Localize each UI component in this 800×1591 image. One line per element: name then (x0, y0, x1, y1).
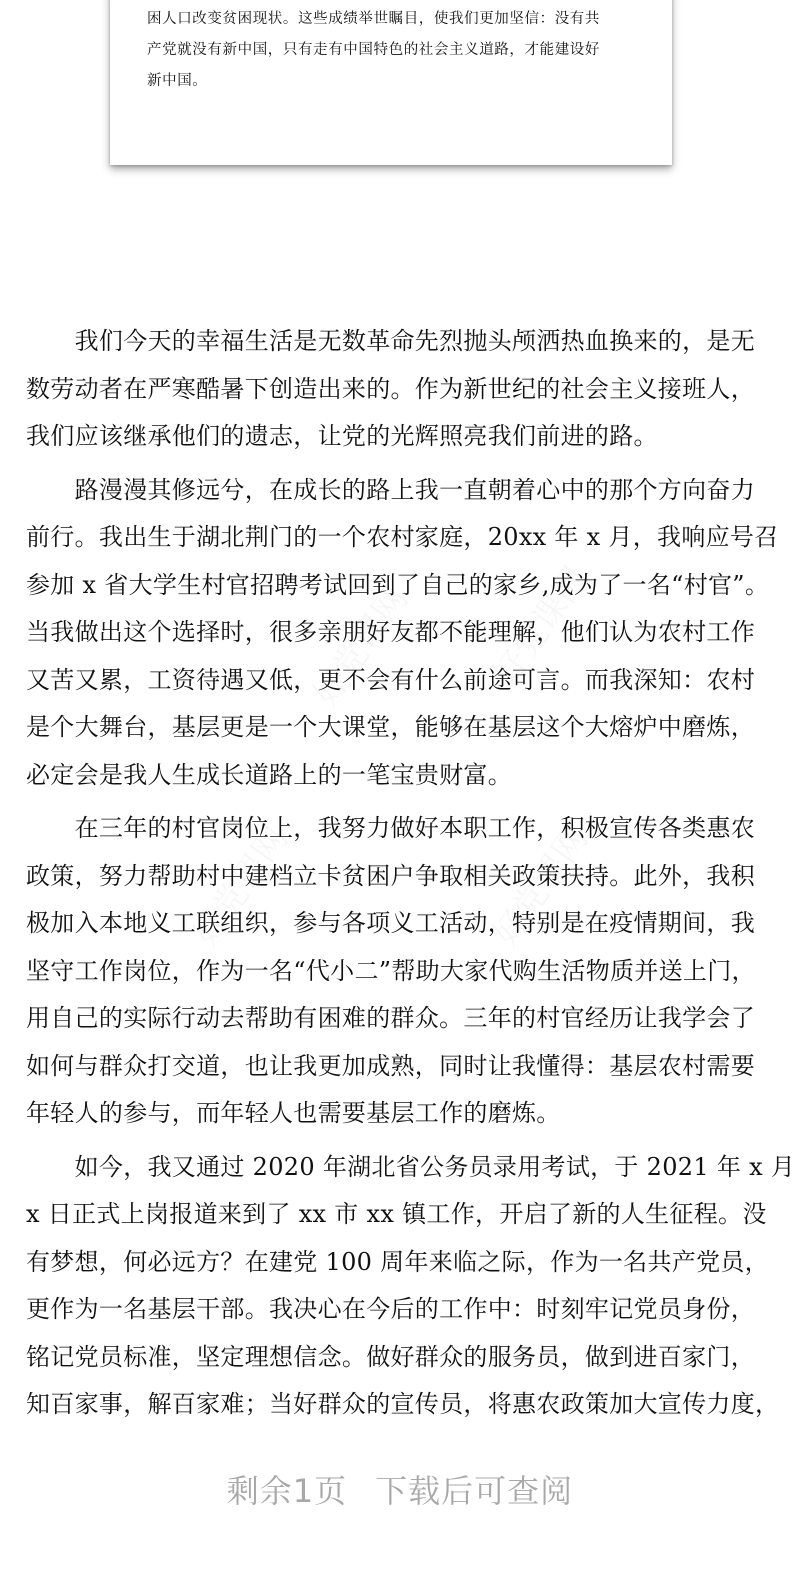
preview-line: 产党就没有新中国，只有走有中国特色的社会主义道路，才能建设好 (147, 42, 600, 58)
text-line: 前行。我出生于湖北荆门的一个农村家庭，20xx 年 x 月，我响应号召 (26, 523, 779, 551)
text-line: 数劳动者在严寒酷暑下创造出来的。作为新世纪的社会主义接班人， (26, 374, 755, 403)
paragraph (26, 805, 771, 1138)
paragraph (26, 318, 771, 461)
text-line: 又苦又累，工资待遇又低，更不会有什么前途可言。而我深知：农村 (26, 665, 755, 694)
document-body (26, 318, 796, 1435)
read-more-banner[interactable] (0, 1466, 800, 1512)
preview-line: 新中国。 (147, 73, 208, 89)
preview-line: 困人口改变贫困现状。这些成绩举世瞩目，使我们更加坚信：没有共 (147, 11, 600, 27)
text-line: 我们应该继承他们的遗志，让党的光辉照亮我们前进的路。 (26, 422, 658, 450)
previous-page-preview (110, 0, 672, 165)
text-line: 路漫漫其修远兮，在成长的路上我一直朝着心中的那个方向奋力 (26, 475, 755, 504)
text-line: 参加 x 省大学生村官招聘考试回到了自己的家乡,成为了一名“村官”。 (26, 570, 770, 599)
text-line: 铭记党员标准，坚定理想信念。做好群众的服务员，做到进百家门， (26, 1342, 755, 1371)
text-line: 用自己的实际行动去帮助有困难的群众。三年的村官经历让我学会了 (26, 1004, 755, 1032)
text-line: 当我做出这个选择时，很多亲朋好友都不能理解，他们认为农村工作 (26, 618, 755, 646)
text-line: 如何与群众打交道，也让我更加成熟，同时让我懂得：基层农村需要 (26, 1051, 755, 1080)
text-line: 极加入本地义工联组织，参与各项义工活动，特别是在疫情期间，我 (26, 909, 755, 937)
text-line: 我们今天的幸福生活是无数革命先烈抛头颅洒热血换来的，是无 (26, 327, 755, 355)
paragraph (26, 467, 779, 800)
text-line: 是个大舞台，基层更是一个大课堂，能够在基层这个大熔炉中磨炼， (26, 713, 755, 741)
text-line: 在三年的村官岗位上，我努力做好本职工作，积极宣传各类惠农 (26, 814, 755, 842)
text-line: 更作为一名基层干部。我决心在今后的工作中：时刻牢记党员身份， (26, 1295, 755, 1323)
remaining-pages-label: 剩余1页 (226, 1472, 348, 1510)
text-line: 年轻人的参与，而年轻人也需要基层工作的磨炼。 (26, 1099, 561, 1127)
text-line: 坚守工作岗位，作为一名“代小二”帮助大家代购生活物质并送上门， (26, 956, 756, 985)
text-line: x 日正式上岗报道来到了 xx 市 xx 镇工作，开启了新的人生征程。没 (26, 1200, 767, 1228)
text-line: 有梦想，何必远方？在建党 100 周年来临之际，作为一名共产党员， (26, 1247, 769, 1276)
paragraph (26, 1144, 796, 1429)
text-line: 必定会是我人生成长道路上的一笔宝贵财富。 (26, 760, 512, 789)
text-line: 政策，努力帮助村中建档立卡贫困户争取相关政策扶持。此外，我积 (26, 861, 755, 890)
preview-text (147, 4, 627, 97)
text-line: 知百家事，解百家难；当好群众的宣传员，将惠农政策加大宣传力度， (26, 1390, 780, 1418)
text-line: 如今，我又通过 2020 年湖北省公务员录用考试，于 2021 年 x 月 (26, 1152, 796, 1181)
download-to-view-label[interactable]: 下载后可查阅 (375, 1472, 574, 1510)
